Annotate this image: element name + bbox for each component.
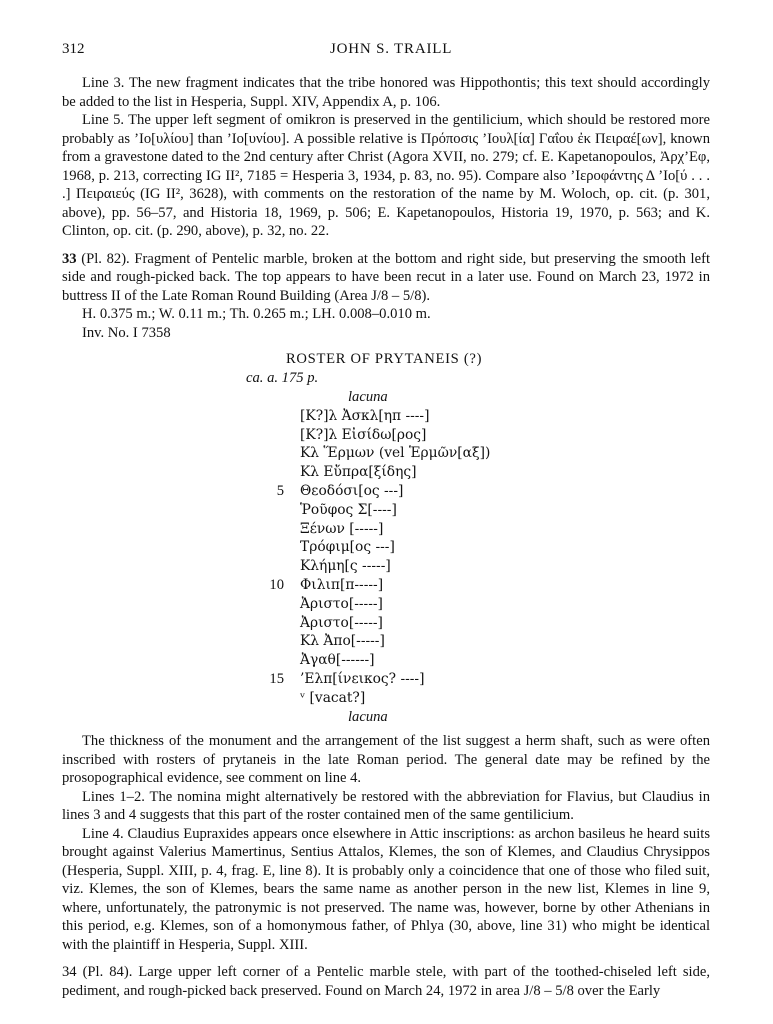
- roster-line: [62, 426, 710, 445]
- roster-line-text: ᵛ [vacat?]: [300, 689, 366, 706]
- roster-line: [62, 614, 710, 633]
- roster-line-text: Κλ Ἀπο[-----]: [300, 633, 385, 650]
- entry-33-inventory: Inv. No. I 7358: [82, 324, 171, 341]
- roster-line-number: 15: [269, 670, 284, 687]
- running-head: JOHN S. TRAILL: [330, 41, 453, 57]
- roster-line-text: Κλ Ἕρμων (vel Ἑρμῶν[αξ]): [300, 445, 491, 462]
- roster-line: [62, 670, 710, 689]
- roster-line: [62, 538, 710, 557]
- roster-line: [62, 520, 710, 539]
- roster-lines: [62, 407, 710, 708]
- entry-33-number: 33: [62, 250, 77, 267]
- entry-33-dimensions: H. 0.375 m.; W. 0.11 m.; Th. 0.265 m.; LH. 0.008–0.010 m.: [82, 306, 431, 322]
- lacuna-label: lacuna: [348, 708, 388, 725]
- page-number: 312: [62, 41, 85, 57]
- roster-lacuna-top: [62, 388, 710, 407]
- commentary-line-3: Line 3. The new fragment indicates that the tribe honored was Hippothontis; this text should accordingly be added to the list in Hesperia, Suppl. XIV, Appendix A, p. 106.: [62, 75, 710, 110]
- roster-line: [62, 463, 710, 482]
- roster-line: [62, 595, 710, 614]
- roster-line-text: Φιλιπ[π-----]: [300, 576, 384, 593]
- roster-line-number: 10: [269, 576, 284, 593]
- roster-line-text: Τρόφιμ[ος ---]: [300, 539, 395, 556]
- roster-line: [62, 444, 710, 463]
- entry-34-description: 34 (Pl. 84). Large upper left corner of a Pentelic marble stele, with part of the toothed-chiseled left side, pediment, and rough-picked back preserved. Found on March 24, 1972 in area J/8 – 5/8 over the Early: [62, 964, 710, 999]
- roster-line-text: Κλ Εὔπρα[ξίδης]: [300, 464, 417, 481]
- roster-date: ca. a. 175 p.: [246, 370, 319, 386]
- commentary-general: The thickness of the monument and the arrangement of the list suggest a herm shaft, such as were often inscribed with rosters of prytaneis in the late Roman period. The general date may be refined by the prosopographical evidence, see comment on line 4.: [62, 733, 710, 787]
- roster-title: ROSTER OF PRYTANEIS (?): [286, 351, 483, 367]
- roster-line: [62, 576, 710, 595]
- commentary-lines-1-2: Lines 1–2. The nomina might alternatively be restored with the abbreviation for Flavius, but Claudius in lines 3 and 4 suggests that this part of the roster contained men of the same gentilicium.: [62, 788, 710, 824]
- roster-line-text: Κλήμη[ς -----]: [300, 558, 391, 575]
- roster: [62, 388, 710, 726]
- roster-line: [62, 651, 710, 670]
- roster-line-text: Ῥοῦφος Σ[----]: [300, 501, 397, 518]
- entry-33-text: (Pl. 82). Fragment of Pentelic marble, broken at the bottom and right side, but preserving the smooth left side and rough-picked back. The top appears to have been recut in a later use. Found on March 23, 1972 in buttress II of the Late Roman Round Building (Area J/8 – 5/8).: [62, 250, 711, 304]
- roster-line-number: 5: [276, 482, 284, 499]
- roster-line: [62, 689, 710, 708]
- roster-line-text: Ἀγαθ[------]: [300, 652, 375, 669]
- roster-line-text: Ἀριστο[-----]: [300, 595, 383, 612]
- roster-line: [62, 557, 710, 576]
- entry-33-description: [62, 250, 710, 306]
- roster-line-text: Θεοδόσι[ος ---]: [300, 482, 404, 499]
- lacuna-label: lacuna: [348, 389, 388, 405]
- roster-line: [62, 407, 710, 426]
- roster-line-text: Ἀριστο[-----]: [300, 614, 383, 631]
- roster-line: [62, 482, 710, 501]
- roster-line-text: ’Ελπ[ίνεικος? ----]: [300, 670, 425, 687]
- page-header: [62, 40, 710, 66]
- roster-line-text: Ξένων [-----]: [300, 520, 384, 537]
- roster-line: [62, 632, 710, 651]
- page: [62, 40, 710, 1000]
- commentary-line-4: Line 4. Claudius Eupraxides appears once elsewhere in Attic inscriptions: as archon basileus he heard suits brought against Valerius Mamertinus, Sentius Attalos, Klemes, the son of Klemes, and Claudius Chrysippos (Hesperia, Suppl. XIII, p. 4, frag. E, line 8). It is probably only a coincidence that one of those who filed suit, viz. Klemes, the son of Klemes, bears the same name as another person in the new list, Klemes in line 9, where, unfortunately, the patronymic is not preserved. The name was, however, borne by other Athenians in this period, e.g. Klemes, son of a homonymous father, of Phlya (30, above, line 31) who might be identical with the plaintiff in Hesperia, Suppl. XIII.: [62, 825, 710, 953]
- commentary-line-5: Line 5. The upper left segment of omikron is preserved in the gentilicium, which should be restored more probably as ’Ιο[υλίου] than ’Ιο[υνίου]. A possible relative is Πρόποσις ’Ιουλ[ία] Γαΐου ἐκ Πειραέ[ων], known from a gravestone dated to the 2nd century after Christ (Agora XVII, no. 279; cf. E. Kapetanopoulos, Ἀρχ’Εφ, 1968, p. 213, correcting IG II², 7185 = Hesperia 3, 1934, p. 83, no. 95). Compare also ’Ιεροφάντης Δ ’Ιο[ύ . . . .] Πειραιεύς (IG II², 3628), with comments on the restoration of the name by M. Woloch, op. cit. (p. 301, above), pp. 56–57, and Historia 18, 1969, p. 506; E. Kapetanopoulos, Historia 19, 1970, p. 563; and K. Clinton, op. cit. (p. 290, above), p. 32, no. 22.: [62, 112, 710, 239]
- roster-line-text: [Κ?]λ Ἀσκλ[ηπ ----]: [300, 407, 430, 424]
- roster-lacuna-bottom: [62, 708, 710, 727]
- roster-line-text: [Κ?]λ Εἰσίδω[ρος]: [300, 426, 427, 443]
- roster-line: [62, 501, 710, 520]
